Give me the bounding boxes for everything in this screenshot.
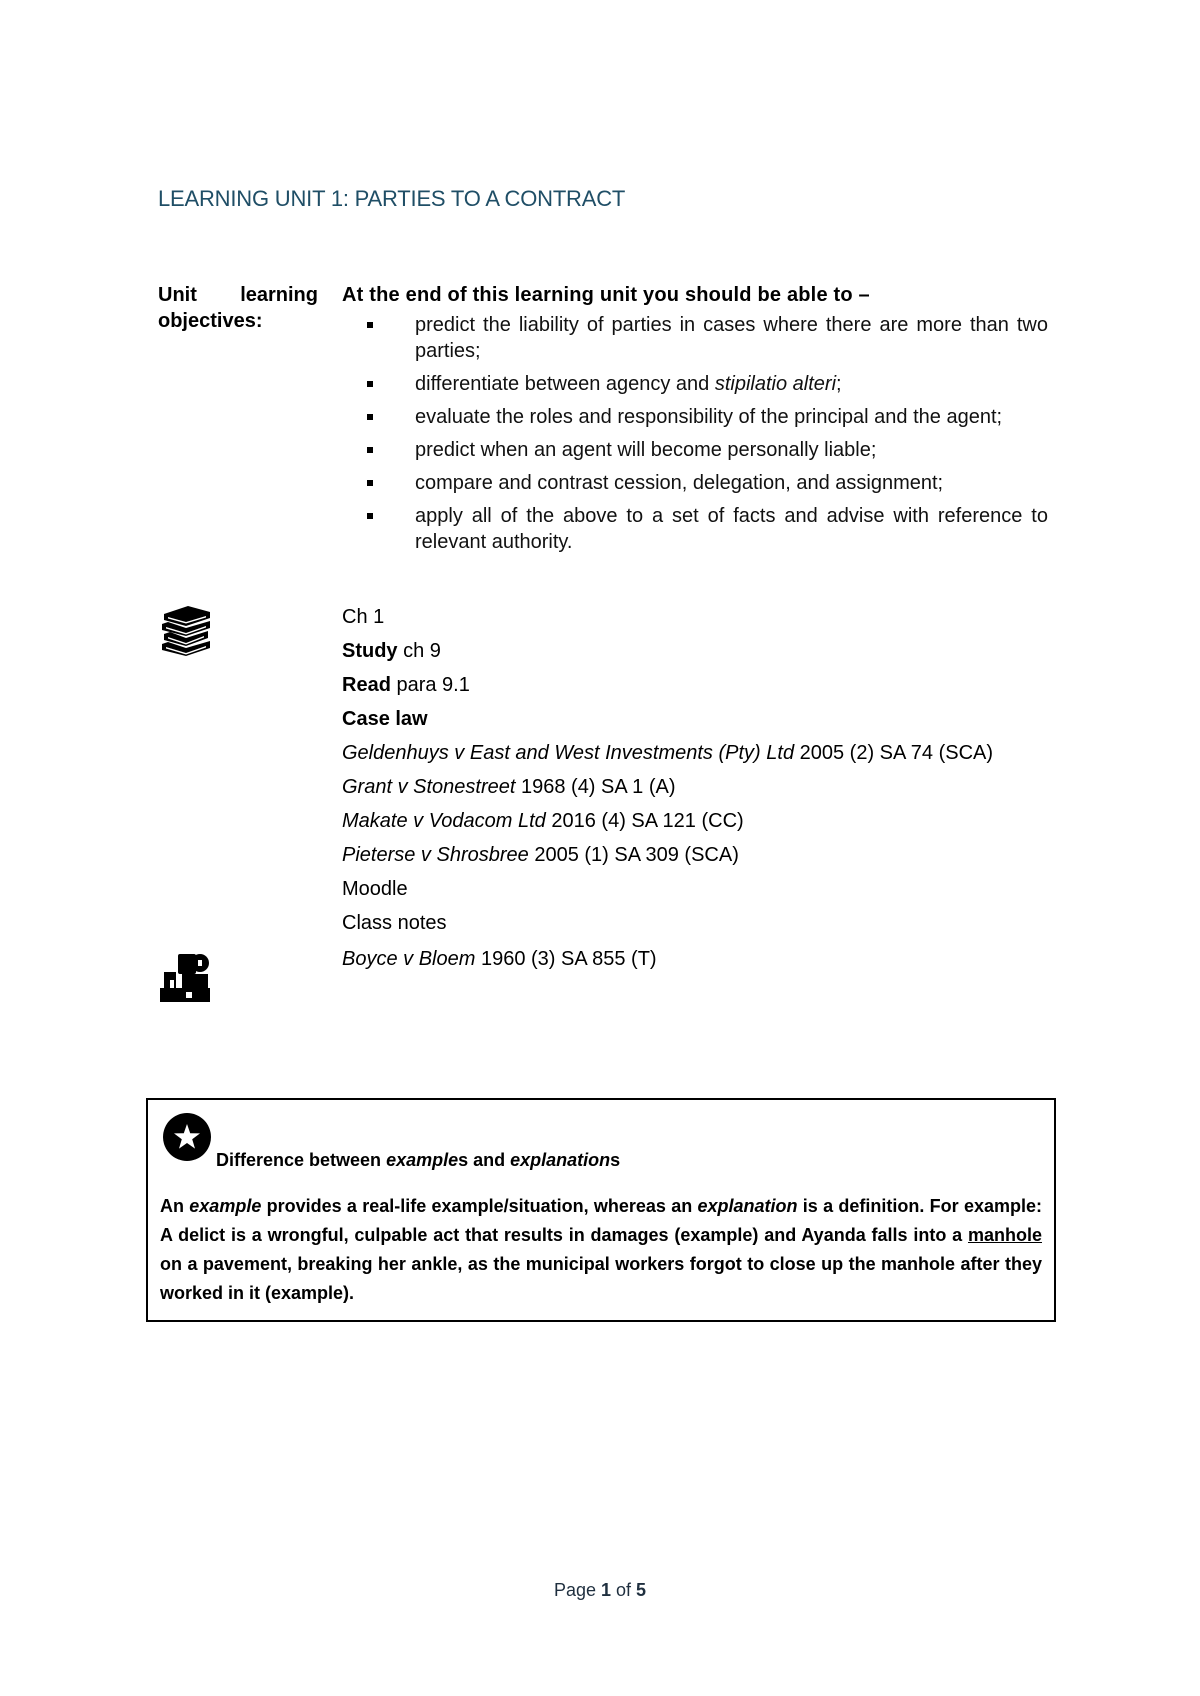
case-item: Pieterse v Shrosbree 2005 (1) SA 309 (SCA) — [342, 844, 739, 866]
further-reading-row — [158, 946, 1048, 980]
bullet-icon — [367, 480, 373, 486]
objectives-list — [342, 312, 1048, 555]
books-icon — [158, 604, 214, 658]
list-item: compare and contrast cession, delegation, and assignment; — [342, 470, 1048, 496]
case-item: Grant v Stonestreet 1968 (4) SA 1 (A) — [342, 776, 676, 798]
read-ref: Read para 9.1 — [342, 674, 470, 696]
list-item: differentiate between agency and stipilatio alteri; — [342, 371, 1048, 397]
bullet-icon — [367, 414, 373, 420]
page-title: LEARNING UNIT 1: PARTIES TO A CONTRACT — [158, 186, 626, 211]
objectives-label-line1: Unit learning — [158, 284, 318, 306]
learning-objectives-section — [158, 282, 1048, 562]
list-item: predict the liability of parties in cases where there are more than two parties; — [342, 312, 1048, 364]
bullet-icon — [367, 322, 373, 328]
reading-row — [158, 604, 1048, 944]
study-ref: Study ch 9 — [342, 640, 441, 662]
case-law-heading: Case law — [342, 708, 428, 730]
objectives-label — [158, 282, 318, 562]
list-item: predict when an agent will become personally liable; — [342, 437, 1048, 463]
list-item: apply all of the above to a set of facts and advise with reference to relevant authority. — [342, 503, 1048, 555]
resources-section — [158, 604, 1048, 980]
bullet-icon — [367, 381, 373, 387]
case-item: Geldenhuys v East and West Investments (Pty) Ltd 2005 (2) SA 74 (SCA) — [342, 742, 994, 764]
objectives-label-line2: objectives: — [158, 310, 263, 332]
objectives-content — [342, 282, 1048, 562]
case-item: Boyce v Bloem 1960 (3) SA 855 (T) — [342, 948, 657, 970]
bullet-icon — [367, 513, 373, 519]
star-icon — [162, 1112, 212, 1162]
moodle-ref: Moodle — [342, 878, 408, 900]
objectives-intro: At the end of this learning unit you should be able to – — [342, 284, 870, 306]
bullet-icon — [367, 447, 373, 453]
page-footer: Page 1 of 5 — [553, 1580, 647, 1600]
list-item: evaluate the roles and responsibility of the principal and the agent; — [342, 404, 1048, 430]
case-study-icon — [160, 954, 210, 1002]
chapter-ref: Ch 1 — [342, 606, 385, 628]
note-box — [146, 1098, 1056, 1322]
note-heading: Difference between examples and explanations — [216, 1150, 621, 1170]
reading-list — [342, 604, 1048, 944]
class-notes-ref: Class notes — [342, 912, 447, 934]
case-item: Makate v Vodacom Ltd 2016 (4) SA 121 (CC) — [342, 810, 744, 832]
note-body: An example provides a real-life example/situation, whereas an explanation is a definition. For example: A delict is a wrongful, culpable act that results in damages (example) and Ayanda falls into a manhole on a pavement, breaking her ankle, as the municipal workers forgot to close up the manhole after they worked in it (example). — [160, 1196, 1042, 1303]
